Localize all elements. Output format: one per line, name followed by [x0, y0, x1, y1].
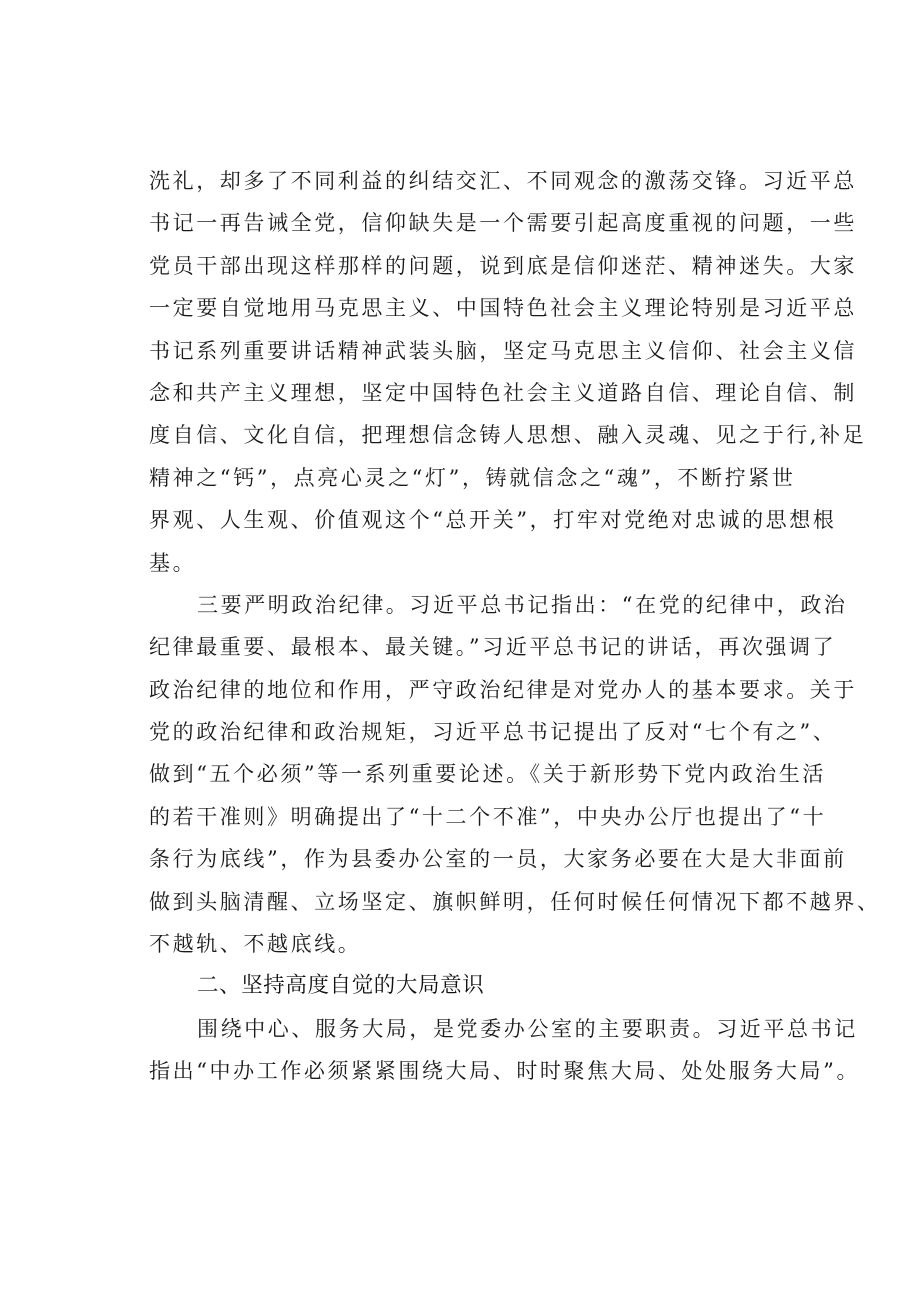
text-line: 围绕中心、服务大局，是党委办公室的主要职责。习近平总书记	[197, 1016, 858, 1041]
text-line: 不越轨、不越底线。	[149, 932, 362, 957]
paragraph-political-discipline	[149, 584, 881, 966]
text-line: 精神之“钙”，点亮心灵之“灯”，铸就信念之“魂”，不断拧紧世	[149, 465, 796, 490]
text-line: 党员干部出现这样那样的问题，说到底是信仰迷茫、精神迷失。大家	[149, 253, 857, 278]
paragraph-faith	[149, 160, 867, 584]
section-heading: 二、坚持高度自觉的大局意识	[197, 973, 485, 999]
text-line: 纪律最重要、最根本、最关键。”习近平总书记的讲话，再次强调了	[149, 635, 837, 660]
text-line: 度自信、文化自信，把理想信念铸人思想、融入灵魂、见之于行,补足	[149, 423, 867, 448]
paragraph-overall-situation	[149, 1008, 861, 1093]
text-line: 指出“中办工作必须紧紧围绕大局、时时聚焦大局、处处服务大局”。	[149, 1059, 861, 1084]
text-line: 党的政治纪律和政治规矩，习近平总书记提出了反对“七个有之”、	[149, 720, 837, 745]
text-line: 政治纪律的地位和作用，严守政治纪律是对党办人的基本要求。关于	[149, 677, 857, 702]
document-body	[149, 160, 881, 1093]
text-line: 三要严明政治纪律。习近平总书记指出：“在党的纪律中，政治	[197, 592, 848, 617]
text-line: 一定要自觉地用马克思主义、中国特色社会主义理论特别是习近平总	[149, 296, 857, 321]
text-line: 念和共产主义理想，坚定中国特色社会主义道路自信、理论自信、制	[149, 380, 857, 405]
text-line: 书记系列重要讲话精神武装头脑，坚定马克思主义信仰、社会主义信	[149, 338, 857, 363]
text-line: 做到头脑清醒、立场坚定、旗帜鲜明，任何时候任何情况下都不越界、	[149, 889, 881, 914]
text-line: 基。	[149, 550, 197, 575]
text-line: 做到“五个必须”等一系列重要论述。《关于新形势下党内政治生活	[149, 762, 826, 787]
text-line: 界观、人生观、价值观这个“总开关”，打牢对党绝对忠诚的思想根	[149, 508, 837, 533]
text-line: 条行为底线”，作为县委办公室的一员，大家务必要在大是大非面前	[149, 847, 847, 872]
text-line: 洗礼，却多了不同利益的纠结交汇、不同观念的激荡交锋。习近平总	[149, 169, 857, 193]
text-line: 的若干准则》明确提出了“十二个不准”，中央办公厅也提出了“十	[149, 804, 827, 829]
text-line: 书记一再告诫全党，信仰缺失是一个需要引起高度重视的问题，一些	[149, 211, 857, 236]
